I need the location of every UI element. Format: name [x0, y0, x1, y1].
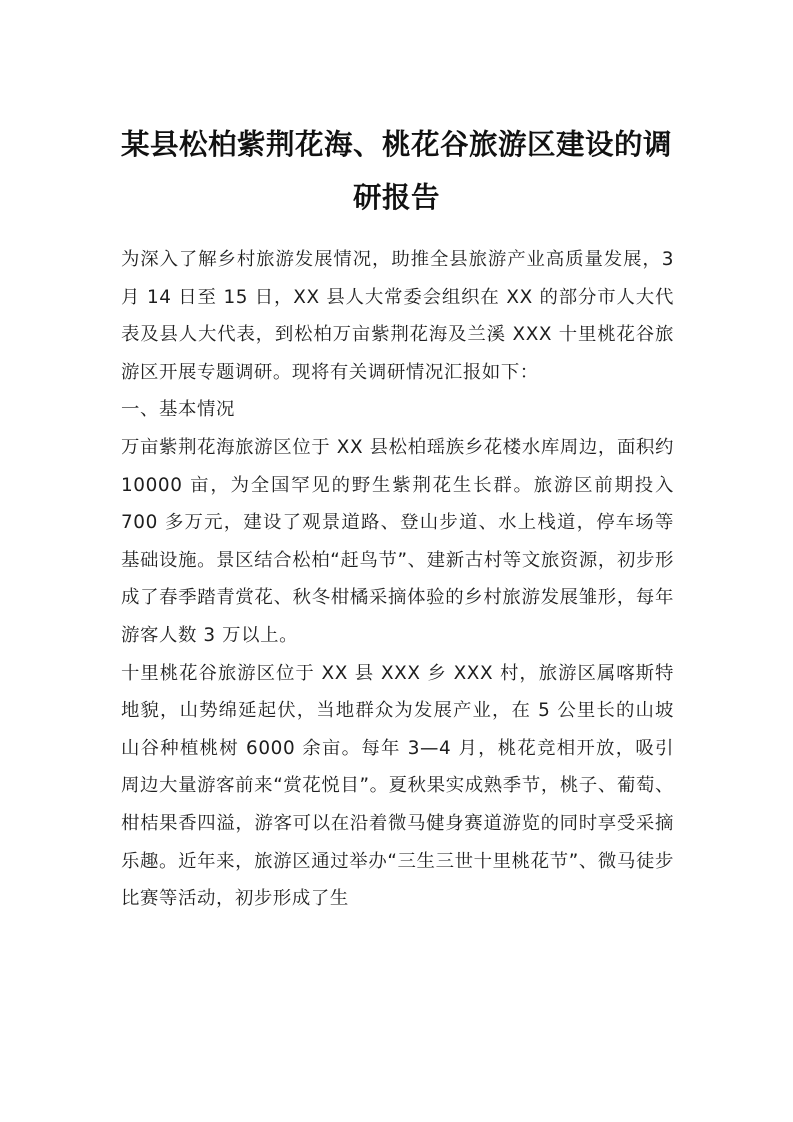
document-body [121, 241, 674, 918]
body-paragraph-zijing: 万亩紫荆花海旅游区位于 XX 县松柏瑶族乡花楼水库周边，面积约 10000 亩，为全国罕见的野生紫荆花生长群。旅游区前期投入 700 多万元，建设了观景道路、登山步道、水上栈道，停车场等基础设施。景区结合松柏“赶鸟节”、建新古村等文旅资源，初步形成了春季踏青赏花、秋冬柑橘采摘体验的乡村旅游发展雏形，每年游客人数 3 万以上。 [121, 436, 674, 646]
intro-paragraph: 为深入了解乡村旅游发展情况，助推全县旅游产业高质量发展，3 月 14 日至 15 日，XX 县人大常委会组织在 XX 的部分市人大代表及县人大代表，到松柏万亩紫荆花海及兰溪 XXX 十里桃花谷旅游区开展专题调研。现将有关调研情况汇报如下： [121, 249, 674, 383]
section-heading: 一、基本情况 [121, 399, 235, 421]
body-paragraph-taohua: 十里桃花谷旅游区位于 XX 县 XXX 乡 XXX 村，旅游区属喀斯特地貌，山势绵延起伏，当地群众为发展产业，在 5 公里长的山坡山谷种植桃树 6000 余亩。每年 3—4 月，桃花竞相开放，吸引周边大量游客前来“赏花悦目”。夏秋果实成熟季节，桃子、葡萄、柑桔果香四溢，游客可以在沿着微马健身赛道游览的同时享受采摘乐趣。近年来，旅游区通过举办“三生三世十里桃花节”、微马徒步比赛等活动，初步形成了生 [121, 662, 674, 910]
document-title: 某县松柏紫荆花海、桃花谷旅游区建设的调研报告 [120, 127, 672, 214]
